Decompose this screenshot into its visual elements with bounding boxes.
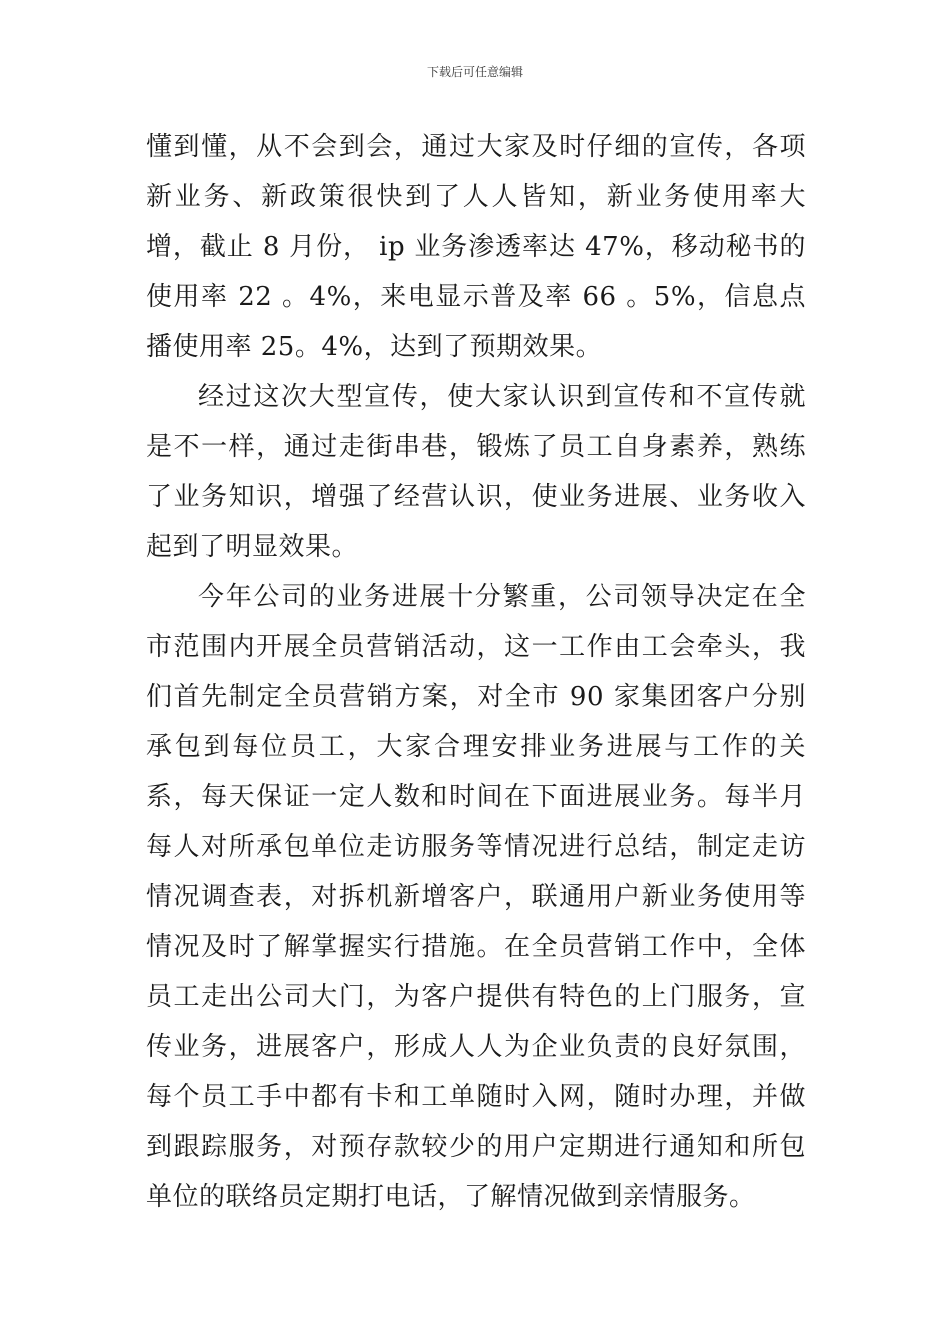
page-header: 下载后可任意编辑 bbox=[426, 65, 523, 79]
paragraph-full-staff-marketing: 今年公司的业务进展十分繁重，公司领导决定在全市范围内开展全员营销活动，这一工作由工会牵头，我们首先制定全员营销方案，对全市 90 家集团客户分别承包到每位员工，大家合理安排业务进展与工作的关系，每天保证一定人数和时间在下面进展业务。每半月每人对所承包单位走访服务等情况进行总结，制定走访情况调查表，对拆机新增客户，联通用户新业务使用等情况及时了解掌握实行措施。在全员营销工作中，全体员工走出公司大门，为客户提供有特色的上门服务，宣传业务，进展客户，形成人人为企业负责的良好氛围，每个员工手中都有卡和工单随时入网，随时办理，并做到跟踪服务，对预存款较少的用户定期进行通知和所包单位的联络员定期打电话，了解情况做到亲情服务。 bbox=[146, 582, 806, 1212]
document-body bbox=[146, 122, 806, 1222]
paragraph-publicity-effect: 经过这次大型宣传，使大家认识到宣传和不宣传就是不一样，通过走街串巷，锻炼了员工自身素养，熟练了业务知识，增强了经营认识，使业务进展、业务收入起到了明显效果。 bbox=[146, 382, 806, 562]
paragraph-continuation: 懂到懂，从不会到会，通过大家及时仔细的宣传，各项新业务、新政策很快到了人人皆知，新业务使用率大增，截止 8 月份， ip 业务渗透率达 47%，移动秘书的使用率 22 。4%，来电显示普及率 66 。5%，信息点播使用率 25。4%，达到了预期效果。 bbox=[146, 132, 806, 362]
